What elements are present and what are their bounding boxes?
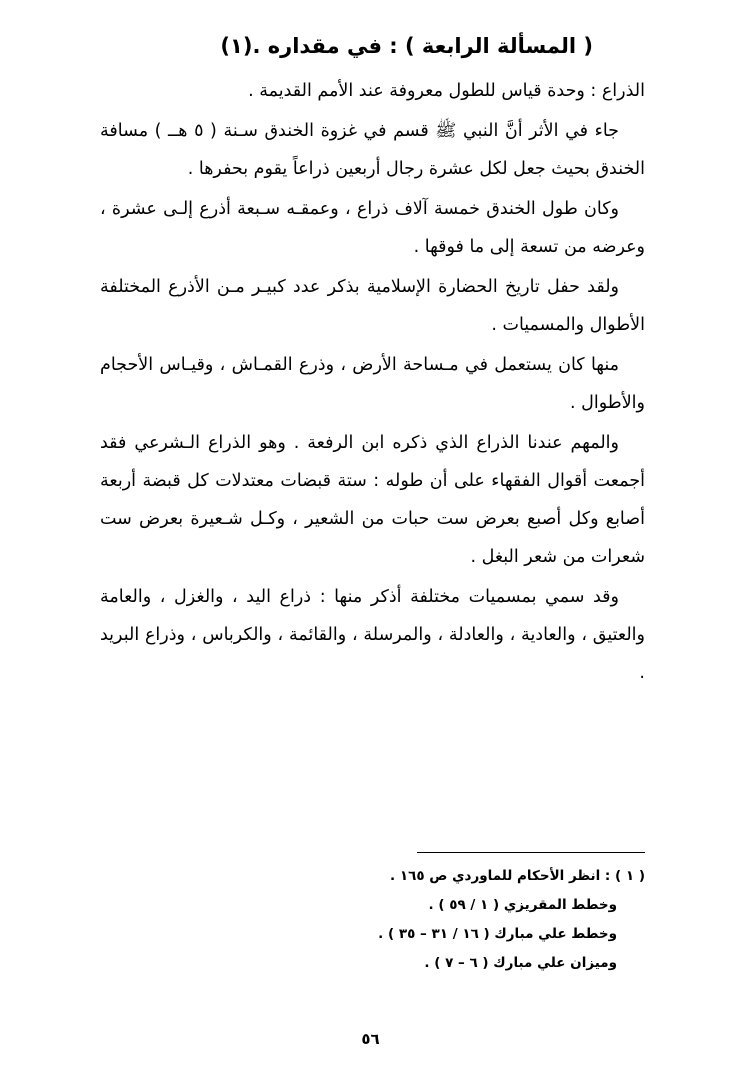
paragraph-text: منها كان يستعمل في مـساحة الأرض ، وذرع القمـاش ، وقيـاس الأحجام والأطوال . xyxy=(100,355,645,413)
paragraph-text: وكان طول الخندق خمسة آلاف ذراع ، وعمقـه سـبعة أذرع إلـى عشرة ، وعرضه من تسعة إلى ما فوقها . xyxy=(100,199,645,257)
page-number: ٥٦ xyxy=(361,1030,380,1048)
paragraph-khandaq xyxy=(100,112,645,188)
footnote-divider xyxy=(417,852,645,853)
paragraph-text: وقد سمي بمسميات مختلفة أذكر منها : ذراع اليد ، والغزل ، والعامة والعتيق ، والعادية ، والعادلة ، والمرسلة ، والقائمة ، والكرباس ، وذراع البريد . xyxy=(100,587,645,683)
paragraph-sharia-cubit xyxy=(100,424,645,576)
paragraph-definition xyxy=(100,72,645,110)
paragraph-text: الذراع : وحدة قياس للطول معروفة عند الأمم القديمة . xyxy=(248,81,645,101)
footnote-line: وخطط المقريزي ( ١ / ٥٩ ) . xyxy=(428,897,617,913)
footnote-line: وخطط علي مبارك ( ١٦ / ٣١ – ٣٥ ) . xyxy=(378,926,617,942)
paragraph-names xyxy=(100,578,645,692)
footnotes xyxy=(378,862,645,978)
paragraph-text: والمهم عندنا الذراع الذي ذكره ابن الرفعة . وهو الذراع الـشرعي فقد أجمعت أقوال الفقهاء على أن طوله : ستة قبضات معتدلات كل قبضة أربعة أصابع وكل أصبع بعرض ست حبات من الشعير ، وكـل شـعيرة بعرض ست شعرات من شعر البغل . xyxy=(100,433,645,567)
footnote-line: ( ١ ) : انظر الأحكام للماوردي ص ١٦٥ . xyxy=(390,868,645,884)
footnote-line: وميزان علي مبارك ( ٦ – ٧ ) . xyxy=(424,955,617,971)
paragraph-text: ولقد حفل تاريخ الحضارة الإسلامية بذكر عدد كبيـر مـن الأذرع المختلفة الأطوال والمسميات . xyxy=(100,277,645,335)
section-heading: ( المسألة الرابعة ) : في مقداره .(١) xyxy=(220,34,593,58)
main-text xyxy=(100,72,645,692)
paragraph-uses xyxy=(100,346,645,422)
paragraph-dimensions xyxy=(100,190,645,266)
paragraph-text: جاء في الأثر أنَّ النبي ﷺ قسم في غزوة الخندق سـنة ( ٥ هــ ) مسافة الخندق بحيث جعل لكل عشرة رجال أربعين ذراعاً يقوم بحفرها . xyxy=(100,121,645,179)
paragraph-history xyxy=(100,268,645,344)
